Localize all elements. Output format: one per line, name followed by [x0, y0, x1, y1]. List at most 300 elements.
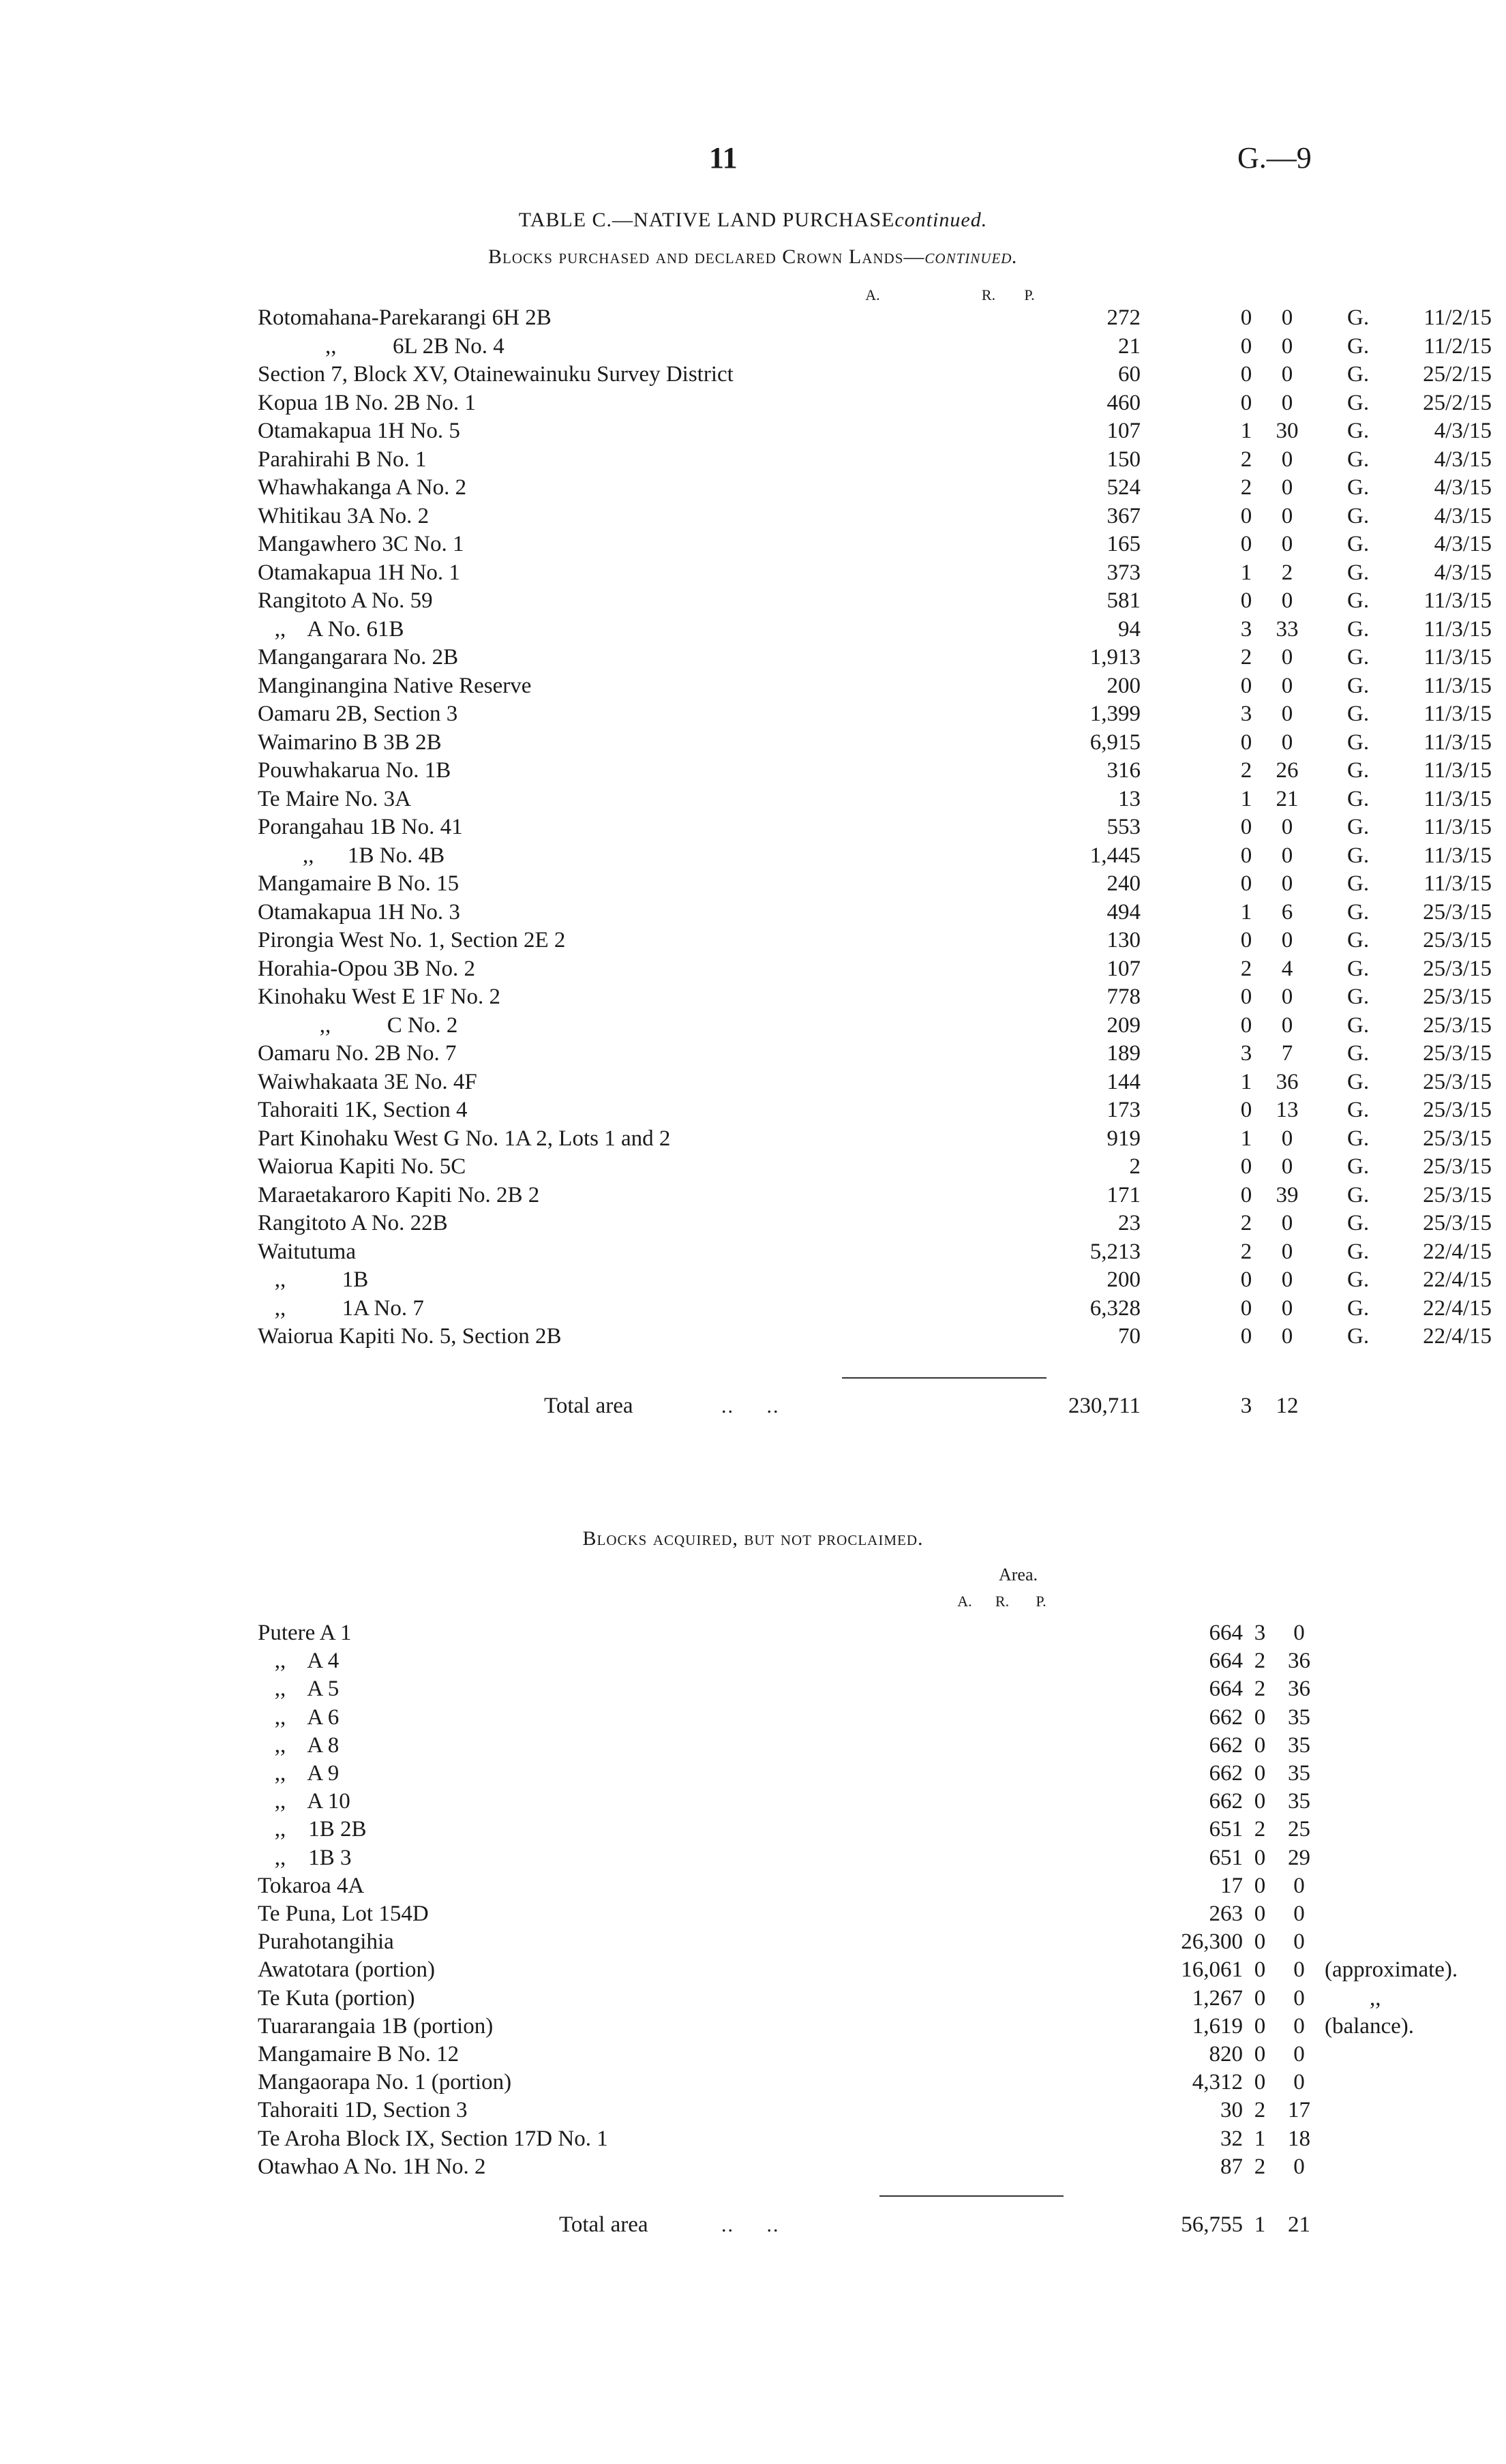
- acres: 94: [1118, 616, 1141, 642]
- gazette-ref: G.: [1347, 333, 1370, 359]
- gazette-ref: G.: [1347, 1098, 1370, 1122]
- roods: 2: [1254, 2154, 1266, 2179]
- perches: 0: [1281, 928, 1293, 952]
- roods: 1: [1240, 560, 1252, 585]
- perches: 35: [1288, 1761, 1310, 1786]
- gazette-ref: G.: [1347, 702, 1370, 726]
- block-name: Te Kuta (portion): [258, 1985, 415, 2011]
- acres: 263: [1209, 1902, 1243, 1926]
- perches: 35: [1288, 1732, 1310, 1758]
- perches: 0: [1281, 305, 1293, 330]
- acres: 200: [1106, 1267, 1141, 1292]
- table-row: [258, 1619, 1305, 1648]
- gazette-ref: G.: [1347, 475, 1370, 500]
- block-name: Mangamaire B No. 12: [258, 2042, 460, 2067]
- total-acres: 230,711: [1068, 1394, 1141, 1418]
- perches: 0: [1281, 447, 1293, 472]
- roods-header: R.: [981, 286, 996, 303]
- gazette-date: 4/3/15: [1434, 532, 1492, 556]
- perches: 0: [1281, 588, 1293, 613]
- block-name: Mangangarara No. 2B: [258, 645, 459, 670]
- roods: 0: [1240, 1182, 1252, 1207]
- block-name: Tahoraiti 1K, Section 4: [258, 1098, 468, 1122]
- table-row: [258, 1872, 1305, 1901]
- gazette-ref: G.: [1347, 1069, 1370, 1094]
- acres: 272: [1106, 305, 1141, 330]
- perches: 0: [1281, 730, 1293, 755]
- block-name: Waimarino B 3B 2B: [258, 730, 442, 755]
- gazette-ref: G.: [1347, 1267, 1370, 1292]
- table-title: [0, 209, 1506, 232]
- roods: 3: [1240, 1041, 1252, 1066]
- total-label: Total area: [559, 2212, 648, 2237]
- table-row: [258, 474, 1492, 502]
- roods: 0: [1240, 730, 1252, 755]
- roods: 0: [1254, 1704, 1266, 1730]
- perches: 36: [1276, 1069, 1299, 1094]
- block-name: Whitikau 3A No. 2: [258, 503, 430, 528]
- block-name: ,, A 10: [258, 1789, 350, 1814]
- acres: 107: [1106, 419, 1141, 443]
- gazette-ref: G.: [1347, 588, 1370, 613]
- table-row: [258, 899, 1492, 927]
- acres: 87: [1220, 2154, 1243, 2179]
- block-name: Waiorua Kapiti No. 5C: [258, 1154, 466, 1179]
- table-row: [258, 446, 1492, 475]
- acres: 778: [1106, 985, 1141, 1009]
- acres: 144: [1106, 1069, 1141, 1094]
- block-name: Otamakapua 1H No. 3: [258, 899, 460, 925]
- perches: 0: [1293, 2013, 1305, 2039]
- roods: 0: [1240, 928, 1252, 952]
- acres: 316: [1106, 758, 1141, 783]
- acres: 4,312: [1192, 2070, 1243, 2095]
- acres: 200: [1106, 673, 1141, 698]
- acres: 107: [1106, 956, 1141, 981]
- gazette-date: 25/3/15: [1423, 956, 1492, 981]
- block-name: Oamaru No. 2B No. 7: [258, 1041, 457, 1066]
- perches: 0: [1293, 1929, 1305, 1955]
- table-row: [258, 2041, 1305, 2069]
- table-row: [258, 1125, 1492, 1154]
- perches: 0: [1281, 390, 1293, 415]
- roods: 2: [1240, 956, 1252, 981]
- acres: 1,399: [1089, 702, 1141, 726]
- perches: 0: [1293, 2042, 1305, 2067]
- perches: 0: [1281, 702, 1293, 726]
- table-row: [258, 757, 1492, 785]
- perches: 0: [1293, 1985, 1305, 2011]
- acres: 26,300: [1181, 1929, 1243, 1955]
- acres: 165: [1106, 532, 1141, 556]
- gazette-ref: G.: [1347, 899, 1370, 925]
- roods: 1: [1240, 419, 1252, 443]
- roods: 0: [1254, 1789, 1266, 1814]
- perches: 0: [1281, 815, 1293, 839]
- roods: 2: [1240, 475, 1252, 500]
- block-name: Rotomahana-Parekarangi 6H 2B: [258, 305, 552, 330]
- perches: 0: [1293, 1957, 1305, 1983]
- table-row: [258, 1760, 1310, 1788]
- acquired-column-headers: [0, 1593, 1506, 1613]
- gazette-ref: G.: [1347, 645, 1370, 670]
- perches: 6: [1281, 899, 1293, 925]
- roods: 0: [1240, 1012, 1252, 1038]
- perches: 0: [1281, 1267, 1293, 1292]
- block-name: ,, A 8: [258, 1732, 340, 1758]
- table-row: [258, 1788, 1310, 1816]
- gazette-date: 22/4/15: [1423, 1295, 1492, 1321]
- total-rule: [879, 2195, 1064, 2197]
- acres: 664: [1209, 1677, 1243, 1702]
- gazette-date: 25/3/15: [1423, 899, 1492, 925]
- acres: 130: [1106, 928, 1141, 952]
- perches: 30: [1276, 419, 1299, 443]
- gazette-date: 11/3/15: [1424, 758, 1492, 783]
- block-name: Section 7, Block XV, Otainewainuku Survey District: [258, 362, 734, 387]
- gazette-ref: G.: [1347, 1182, 1370, 1207]
- roods: 2: [1240, 645, 1252, 670]
- table-row: [258, 983, 1492, 1012]
- block-name: ,, 1B 2B: [258, 1817, 367, 1842]
- gazette-date: 11/3/15: [1424, 673, 1492, 698]
- acres-header: A.: [957, 1593, 972, 1610]
- gazette-ref: G.: [1347, 786, 1370, 811]
- block-name: Putere A 1: [258, 1621, 352, 1645]
- table-row: [258, 729, 1492, 757]
- roods: 1: [1240, 786, 1252, 811]
- block-name: Purahotangihia: [258, 1929, 394, 1955]
- block-name: Porangahau 1B No. 41: [258, 815, 463, 839]
- leader-dots: .. ..: [721, 2214, 780, 2236]
- perches-header: P.: [1036, 1593, 1046, 1610]
- table-row: [258, 644, 1492, 672]
- gazette-ref: G.: [1347, 928, 1370, 952]
- acres: 17: [1220, 1873, 1243, 1898]
- table-row: [258, 2069, 1305, 2097]
- area-note: (balance).: [1325, 2013, 1414, 2039]
- roods: 0: [1240, 985, 1252, 1009]
- table-row: [258, 842, 1492, 871]
- acres: 240: [1106, 871, 1141, 896]
- roods: 0: [1240, 532, 1252, 556]
- roods: 2: [1240, 758, 1252, 783]
- block-name: Mangawhero 3C No. 1: [258, 532, 464, 556]
- table-row: [258, 1295, 1492, 1323]
- gazette-ref: G.: [1347, 730, 1370, 755]
- acres: 1,445: [1089, 843, 1141, 868]
- perches: 0: [1281, 1295, 1293, 1321]
- block-name: ,, 6L 2B No. 4: [258, 333, 504, 359]
- gazette-date: 22/4/15: [1423, 1239, 1492, 1264]
- block-name: Otamakapua 1H No. 5: [258, 419, 460, 443]
- block-name: Parahirahi B No. 1: [258, 447, 427, 472]
- roods: 2: [1240, 1211, 1252, 1235]
- gazette-ref: G.: [1347, 673, 1370, 698]
- acres: 581: [1106, 588, 1141, 613]
- table-row: [258, 587, 1492, 616]
- gazette-ref: G.: [1347, 616, 1370, 642]
- gazette-date: 11/3/15: [1424, 871, 1492, 896]
- perches: 0: [1281, 1324, 1293, 1349]
- roods: 2: [1240, 447, 1252, 472]
- roods: 0: [1240, 503, 1252, 528]
- acres: 32: [1220, 2126, 1243, 2151]
- perches: 39: [1276, 1182, 1299, 1207]
- roods: 0: [1254, 2013, 1266, 2039]
- block-name: ,, 1B: [258, 1267, 369, 1292]
- acres: 60: [1118, 362, 1141, 387]
- acres: 662: [1209, 1761, 1243, 1786]
- acres: 150: [1106, 447, 1141, 472]
- acres: 1,619: [1192, 2013, 1243, 2039]
- roods: 0: [1254, 1873, 1266, 1898]
- purchased-heading: Blocks purchased and declared Crown Lands—continued.: [488, 245, 1018, 268]
- roods: 0: [1240, 843, 1252, 868]
- perches: 33: [1276, 616, 1299, 642]
- roods: 0: [1254, 2070, 1266, 2095]
- acres: 820: [1209, 2042, 1243, 2067]
- table-row: [258, 700, 1492, 729]
- table-row: [258, 417, 1492, 446]
- perches: 0: [1281, 645, 1293, 670]
- roods: 0: [1254, 1902, 1266, 1926]
- roods: 0: [1240, 815, 1252, 839]
- perches: 0: [1281, 985, 1293, 1009]
- acres: 494: [1106, 899, 1141, 925]
- table-row: [258, 2013, 1414, 2041]
- gazette-date: 4/3/15: [1434, 419, 1492, 443]
- gazette-date: 25/3/15: [1423, 1211, 1492, 1235]
- table-row: [258, 1985, 1381, 2013]
- acres: 553: [1106, 815, 1141, 839]
- acquired-heading: Blocks acquired, but not proclaimed.: [582, 1527, 924, 1550]
- block-name: ,, A 5: [258, 1677, 340, 1702]
- acres: 23: [1118, 1211, 1141, 1235]
- table-row: [258, 1238, 1492, 1267]
- gazette-ref: G.: [1347, 758, 1370, 783]
- gazette-date: 4/3/15: [1434, 447, 1492, 472]
- acres: 460: [1106, 390, 1141, 415]
- block-name: Pouwhakarua No. 1B: [258, 758, 451, 783]
- perches: 0: [1281, 1154, 1293, 1179]
- table-row: [258, 304, 1492, 333]
- acres: 1,267: [1192, 1985, 1243, 2011]
- perches: 0: [1293, 2154, 1305, 2179]
- perches: 26: [1276, 758, 1299, 783]
- perches: 0: [1281, 532, 1293, 556]
- table-row: [258, 813, 1492, 842]
- block-name: Manginangina Native Reserve: [258, 673, 532, 698]
- table-row: [258, 1675, 1310, 1704]
- perches: 21: [1276, 786, 1299, 811]
- table-row: [258, 1040, 1492, 1068]
- total-perches: 21: [1288, 2212, 1310, 2237]
- block-name: Te Puna, Lot 154D: [258, 1902, 429, 1926]
- block-name: Part Kinohaku West G No. 1A 2, Lots 1 and 2: [258, 1126, 671, 1151]
- purchased-heading-suffix: continued.: [924, 245, 1018, 268]
- block-name: Waiwhakaata 3E No. 4F: [258, 1069, 477, 1094]
- gazette-date: 11/3/15: [1424, 786, 1492, 811]
- gazette-ref: G.: [1347, 1041, 1370, 1066]
- block-name: ,, 1B 3: [258, 1845, 352, 1870]
- acres: 919: [1106, 1126, 1141, 1151]
- acres: 6,328: [1089, 1295, 1141, 1321]
- roods: 0: [1240, 362, 1252, 387]
- gazette-date: 25/3/15: [1423, 1154, 1492, 1179]
- table-row: [258, 672, 1492, 701]
- block-name: ,, A No. 61B: [258, 616, 404, 642]
- block-name: Horahia-Opou 3B No. 2: [258, 956, 475, 981]
- acres: 6,915: [1089, 730, 1141, 755]
- perches: 13: [1276, 1098, 1299, 1122]
- acres: 13: [1118, 786, 1141, 811]
- gazette-date: 25/3/15: [1423, 1098, 1492, 1122]
- block-name: ,, C No. 2: [258, 1012, 458, 1038]
- acres: 524: [1106, 475, 1141, 500]
- roods: 0: [1240, 673, 1252, 698]
- gazette-date: 22/4/15: [1423, 1324, 1492, 1349]
- table-row: [258, 1096, 1492, 1125]
- roods: 0: [1254, 1957, 1266, 1983]
- area-note: (approximate).: [1325, 1957, 1458, 1983]
- block-name: ,, 1B No. 4B: [258, 843, 445, 868]
- gazette-ref: G.: [1347, 843, 1370, 868]
- gazette-date: 25/3/15: [1423, 985, 1492, 1009]
- gazette-ref: G.: [1347, 985, 1370, 1009]
- roods: 0: [1240, 1324, 1252, 1349]
- roods: 3: [1240, 616, 1252, 642]
- purchased-heading-text: Blocks purchased and declared Crown Lands: [488, 245, 904, 268]
- gazette-ref: G.: [1347, 1012, 1370, 1038]
- total-rule: [842, 1377, 1046, 1379]
- block-name: ,, A 6: [258, 1704, 340, 1730]
- perches: 0: [1281, 871, 1293, 896]
- table-row: [258, 1732, 1310, 1760]
- roods: 2: [1254, 1817, 1266, 1842]
- gazette-ref: G.: [1347, 532, 1370, 556]
- table-row: [258, 1956, 1458, 1985]
- roods: 2: [1254, 2098, 1266, 2123]
- acres: 5,213: [1089, 1239, 1141, 1264]
- total-acres: 56,755: [1181, 2212, 1243, 2237]
- acres: 662: [1209, 1789, 1243, 1814]
- gazette-ref: G.: [1347, 1211, 1370, 1235]
- perches: 4: [1281, 956, 1293, 981]
- roods: 0: [1240, 390, 1252, 415]
- block-name: Otamakapua 1H No. 1: [258, 560, 460, 585]
- acres: 373: [1106, 560, 1141, 585]
- table-row: [258, 1816, 1310, 1844]
- block-name: Te Maire No. 3A: [258, 786, 411, 811]
- perches: 0: [1281, 673, 1293, 698]
- roods: 1: [1240, 899, 1252, 925]
- leader-dots: .. ..: [721, 1395, 780, 1417]
- block-name: Otawhao A No. 1H No. 2: [258, 2154, 486, 2179]
- block-name: Tokaroa 4A: [258, 1873, 365, 1898]
- perches: 0: [1293, 1621, 1305, 1645]
- perches: 0: [1281, 362, 1293, 387]
- acres: 651: [1209, 1845, 1243, 1870]
- roods: 0: [1240, 305, 1252, 330]
- block-name: Waiorua Kapiti No. 5, Section 2B: [258, 1324, 562, 1349]
- gazette-ref: G.: [1347, 871, 1370, 896]
- roods: 0: [1240, 1295, 1252, 1321]
- block-name: ,, 1A No. 7: [258, 1295, 424, 1321]
- table-row: [258, 502, 1492, 531]
- roods: 0: [1254, 1761, 1266, 1786]
- roods: 2: [1254, 1649, 1266, 1674]
- perches: 0: [1281, 1126, 1293, 1151]
- table-title-text: TABLE C.—NATIVE LAND PURCHASE: [518, 209, 895, 231]
- table-row: [258, 1068, 1492, 1097]
- roods: 2: [1254, 1677, 1266, 1702]
- table-row: [258, 1704, 1310, 1732]
- area-note: ,,: [1325, 1985, 1381, 2011]
- gazette-date: 25/3/15: [1423, 1126, 1492, 1151]
- acres: 664: [1209, 1649, 1243, 1674]
- table-row: [258, 1012, 1492, 1040]
- perches: 0: [1293, 1902, 1305, 1926]
- block-name: Whawhakanga A No. 2: [258, 475, 467, 500]
- table-row: [258, 616, 1492, 644]
- gazette-date: 11/2/15: [1424, 333, 1492, 359]
- perches: 25: [1288, 1817, 1310, 1842]
- roods: 0: [1240, 1267, 1252, 1292]
- perches: 0: [1281, 843, 1293, 868]
- acres: 662: [1209, 1704, 1243, 1730]
- total-roods: 3: [1240, 1394, 1252, 1418]
- perches: 2: [1281, 560, 1293, 585]
- gazette-date: 25/3/15: [1423, 1012, 1492, 1038]
- gazette-date: 11/3/15: [1424, 730, 1492, 755]
- roods: 0: [1254, 1732, 1266, 1758]
- gazette-ref: G.: [1347, 362, 1370, 387]
- roods-header: R.: [995, 1593, 1010, 1610]
- roods: 0: [1254, 1985, 1266, 2011]
- acres: 70: [1118, 1324, 1141, 1349]
- roods: 3: [1254, 1621, 1266, 1645]
- acres: 662: [1209, 1732, 1243, 1758]
- roods: 0: [1240, 333, 1252, 359]
- block-name: ,, A 9: [258, 1761, 340, 1786]
- table-row: [258, 2125, 1310, 2154]
- block-name: Waitutuma: [258, 1239, 356, 1264]
- gazette-date: 11/3/15: [1424, 702, 1492, 726]
- acres: 367: [1106, 503, 1141, 528]
- gazette-date: 25/3/15: [1423, 1041, 1492, 1066]
- gazette-ref: G.: [1347, 815, 1370, 839]
- gazette-date: 11/3/15: [1424, 588, 1492, 613]
- perches: 17: [1288, 2098, 1310, 2123]
- block-name: Tahoraiti 1D, Section 3: [258, 2098, 468, 2123]
- perches: 36: [1288, 1677, 1310, 1702]
- block-name: Mangaorapa No. 1 (portion): [258, 2070, 512, 2095]
- table-row: [258, 1153, 1492, 1182]
- perches: 35: [1288, 1704, 1310, 1730]
- gazette-date: 11/2/15: [1424, 305, 1492, 330]
- perches-header: P.: [1024, 286, 1035, 303]
- acres: 16,061: [1181, 1957, 1243, 1983]
- gazette-ref: G.: [1347, 1295, 1370, 1321]
- block-name: Te Aroha Block IX, Section 17D No. 1: [258, 2126, 608, 2151]
- roods: 1: [1240, 1126, 1252, 1151]
- roods: 0: [1240, 871, 1252, 896]
- total-perches: 12: [1276, 1394, 1299, 1418]
- perches: 0: [1281, 333, 1293, 359]
- perches: 35: [1288, 1789, 1310, 1814]
- perches: 29: [1288, 1845, 1310, 1870]
